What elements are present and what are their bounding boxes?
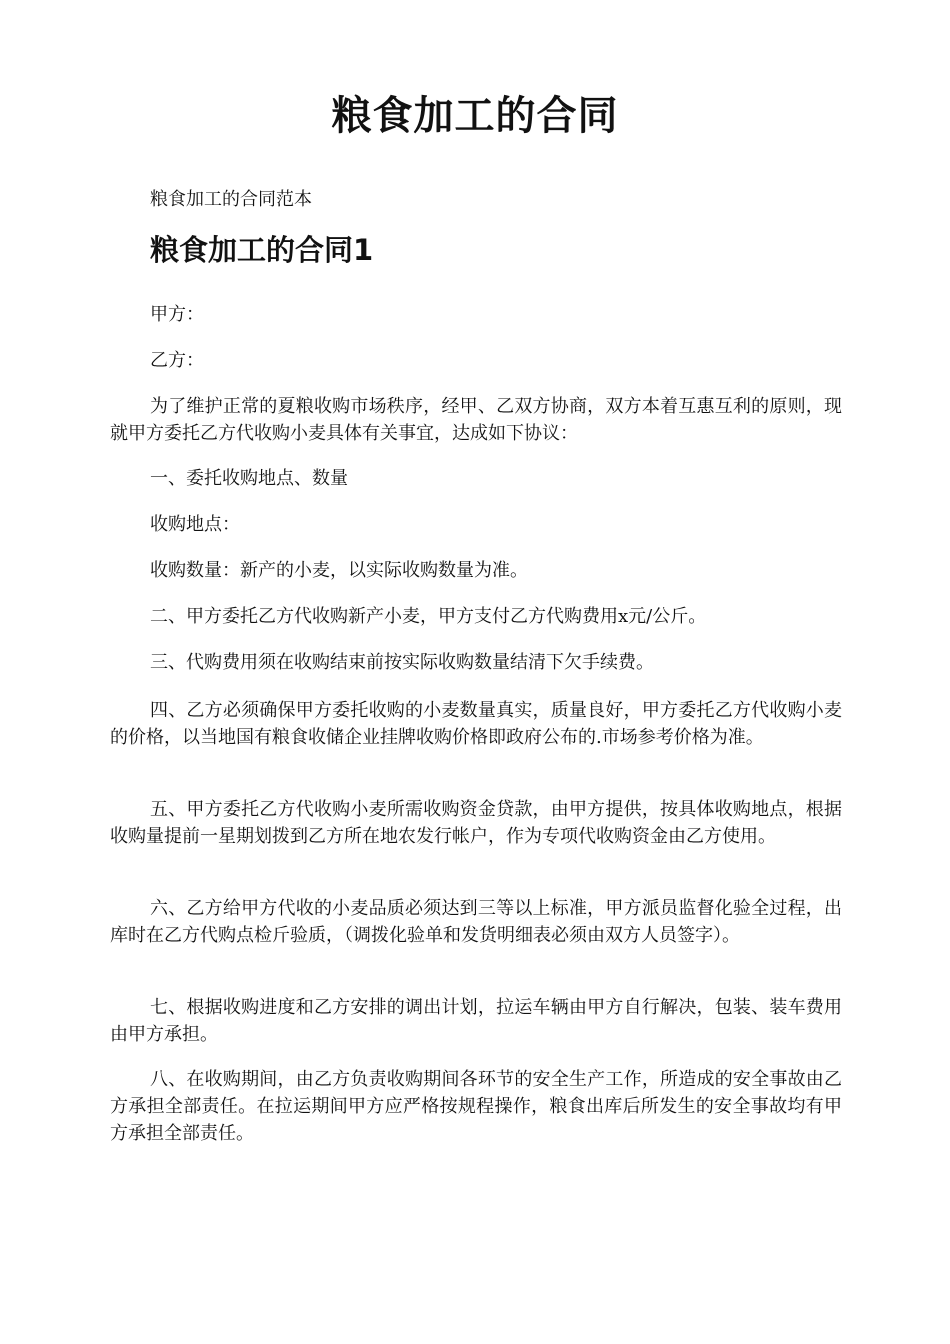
clause-2: 二、甲方委托乙方代收购新产小麦，甲方支付乙方代购费用x元/公斤。 (150, 606, 707, 627)
clause-4: 四、乙方必须确保甲方委托收购的小麦数量真实，质量良好，甲方委托乙方代收购小麦的价格，以当地国有粮食收储企业挂牌收购价格即政府公布的.市场参考价格为准。 (110, 700, 842, 748)
clause-7: 七、根据收购进度和乙方安排的调出计划，拉运车辆由甲方自行解决，包装、装车费用由甲方承担。 (110, 997, 842, 1045)
clause-1-heading: 一、委托收购地点、数量 (150, 468, 348, 489)
document-title: 粮食加工的合同 (331, 93, 619, 139)
document-subtitle: 粮食加工的合同范本 (150, 189, 312, 210)
section-heading: 粮食加工的合同1 (150, 233, 374, 267)
intro-paragraph: 为了维护正常的夏粮收购市场秩序，经甲、乙双方协商，双方本着互惠互利的原则，现就甲方委托乙方代收购小麦具体有关事宜，达成如下协议： (110, 396, 842, 444)
clause-6: 六、乙方给甲方代收的小麦品质必须达到三等以上标准，甲方派员监督化验全过程，出库时在乙方代购点检斤验质，（调拨化验单和发货明细表必须由双方人员签字）。 (110, 898, 842, 946)
clause-8: 八、在收购期间，由乙方负责收购期间各环节的安全生产工作，所造成的安全事故由乙方承担全部责任。在拉运期间甲方应严格按规程操作，粮食出库后所发生的安全事故均有甲方承担全部责任。 (110, 1069, 842, 1144)
purchase-location-line: 收购地点： (150, 514, 240, 535)
party-b-line: 乙方： (150, 350, 204, 371)
clause-5: 五、甲方委托乙方代收购小麦所需收购资金贷款，由甲方提供，按具体收购地点，根据收购量提前一星期划拨到乙方所在地农发行帐户，作为专项代收购资金由乙方使用。 (110, 799, 842, 847)
party-a-line: 甲方： (150, 304, 204, 325)
purchase-quantity-line: 收购数量：新产的小麦，以实际收购数量为准。 (150, 560, 528, 581)
clause-3: 三、代购费用须在收购结束前按实际收购数量结清下欠手续费。 (150, 652, 654, 673)
